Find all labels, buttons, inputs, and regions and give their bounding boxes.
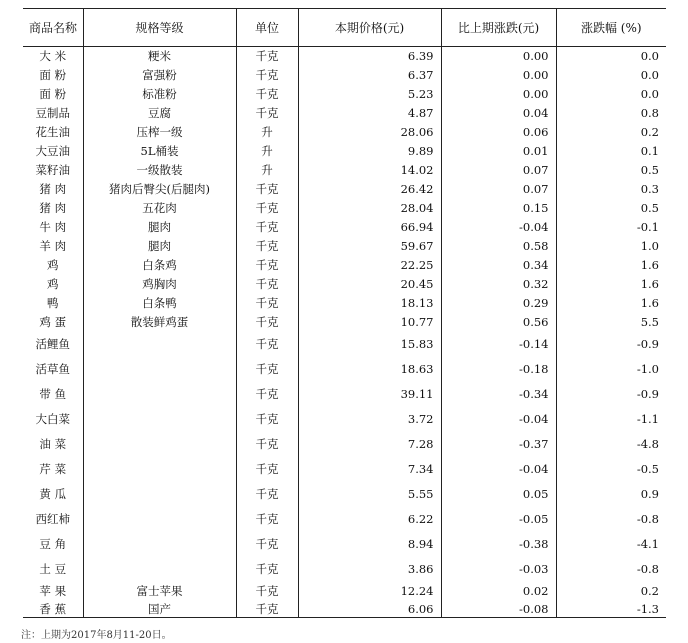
spec-grade: 粳米 [83,47,236,66]
table-row [23,482,666,507]
current-price: 6.37 [298,66,441,85]
commodity-name: 大白菜 [23,407,83,432]
commodity-name: 活草鱼 [23,357,83,382]
current-price: 6.22 [298,507,441,532]
change-percent: -1.3 [556,601,666,618]
spec-grade: 散装鲜鸡蛋 [83,313,236,332]
price-change: 0.15 [441,199,556,218]
spec-grade: 五花肉 [83,199,236,218]
current-price: 18.63 [298,357,441,382]
price-change: -0.04 [441,407,556,432]
current-price: 28.04 [298,199,441,218]
commodity-name: 菜籽油 [23,161,83,180]
unit: 千克 [236,507,298,532]
price-change: -0.18 [441,357,556,382]
unit: 千克 [236,382,298,407]
commodity-name: 牛 肉 [23,218,83,237]
unit: 千克 [236,432,298,457]
change-percent: 1.6 [640,296,659,310]
price-change: 0.02 [441,582,556,601]
change-percent: 0.3 [640,182,659,196]
commodity-name: 土 豆 [23,557,83,582]
table-row [23,382,666,407]
commodity-name: 鸡 [23,256,83,275]
commodity-name: 西红柿 [23,507,83,532]
spec-grade: 白条鸭 [83,294,236,313]
change-percent: -0.9 [636,337,659,351]
current-price: 12.24 [298,582,441,601]
price-change: 0.04 [441,104,556,123]
commodity-name: 羊 肉 [23,237,83,256]
spec-grade [83,407,236,432]
table-row [23,142,666,161]
header-change: 比上期涨跌(元) [441,9,556,47]
spec-grade: 鸡胸肉 [83,275,236,294]
current-price: 5.55 [298,482,441,507]
commodity-name: 猪 肉 [23,180,83,199]
change-percent: 5.5 [640,315,659,329]
commodity-name: 豆 角 [23,532,83,557]
commodity-name: 黄 瓜 [23,482,83,507]
price-change: -0.38 [441,532,556,557]
header-change-pct: 涨跌幅 (%) [556,9,666,47]
current-price: 59.67 [298,237,441,256]
current-price: 3.86 [298,557,441,582]
unit: 千克 [236,332,298,357]
table-row [23,601,666,618]
spec-grade: 白条鸡 [83,256,236,275]
unit: 千克 [236,601,298,618]
current-price: 8.94 [298,532,441,557]
unit: 千克 [236,294,298,313]
unit: 千克 [236,275,298,294]
table-row [23,256,666,275]
table-row [23,218,666,237]
change-percent: 0.0 [640,68,659,82]
table-row [23,294,666,313]
current-price: 9.89 [298,142,441,161]
commodity-name: 鸡 蛋 [23,313,83,332]
change-percent: -4.8 [636,437,659,451]
commodity-name: 香 蕉 [23,601,83,618]
price-change: -0.34 [441,382,556,407]
commodity-name: 活鲤鱼 [23,332,83,357]
unit: 千克 [236,66,298,85]
price-change: -0.04 [441,457,556,482]
commodity-name: 花生油 [23,123,83,142]
change-percent: -0.1 [636,220,659,234]
spec-grade [83,532,236,557]
spec-grade [83,507,236,532]
price-change: 0.05 [441,482,556,507]
change-percent: -1.0 [636,362,659,376]
table-row [23,85,666,104]
spec-grade: 富强粉 [83,66,236,85]
unit: 千克 [236,457,298,482]
table-row [23,275,666,294]
table-row [23,532,666,557]
table-row [23,557,666,582]
header-spec: 规格等级 [83,9,236,47]
unit: 千克 [236,256,298,275]
current-price: 5.23 [298,85,441,104]
spec-grade [83,482,236,507]
spec-grade: 压榨一级 [83,123,236,142]
spec-grade: 国产 [83,601,236,618]
price-change: 0.34 [441,256,556,275]
commodity-name: 油 菜 [23,432,83,457]
unit: 千克 [236,407,298,432]
price-change: 0.00 [441,66,556,85]
table-row [23,507,666,532]
commodity-name: 大豆油 [23,142,83,161]
unit: 升 [236,142,298,161]
price-change: 0.32 [441,275,556,294]
spec-grade: 腿肉 [83,218,236,237]
unit: 千克 [236,582,298,601]
table-row [23,313,666,332]
price-change: 0.01 [441,142,556,161]
price-change: -0.03 [441,557,556,582]
unit: 千克 [236,218,298,237]
commodity-name: 带 鱼 [23,382,83,407]
change-percent: 1.0 [640,239,659,253]
change-percent: 1.6 [640,277,659,291]
unit: 升 [236,161,298,180]
spec-grade: 豆腐 [83,104,236,123]
change-percent: 0.9 [640,487,659,501]
table-row [23,582,666,601]
unit: 千克 [236,47,298,66]
spec-grade: 一级散装 [83,161,236,180]
unit: 千克 [236,557,298,582]
table-row [23,180,666,199]
spec-grade [83,357,236,382]
unit: 千克 [236,482,298,507]
unit: 升 [236,123,298,142]
unit: 千克 [236,199,298,218]
change-percent: -0.5 [636,462,659,476]
current-price: 14.02 [298,161,441,180]
price-change: -0.05 [441,507,556,532]
change-percent: 0.2 [640,584,659,598]
spec-grade [83,332,236,357]
table-row [23,332,666,357]
commodity-name: 面 粉 [23,85,83,104]
current-price: 22.25 [298,256,441,275]
current-price: 28.06 [298,123,441,142]
spec-grade: 猪肉后臀尖(后腿肉) [83,180,236,199]
change-percent: -4.1 [636,537,659,551]
unit: 千克 [236,85,298,104]
current-price: 7.28 [298,432,441,457]
price-change: 0.00 [441,85,556,104]
table-row [23,66,666,85]
spec-grade [83,557,236,582]
current-price: 3.72 [298,407,441,432]
current-price: 10.77 [298,313,441,332]
change-percent: 0.2 [640,125,659,139]
current-price: 20.45 [298,275,441,294]
change-percent: -0.9 [636,387,659,401]
table-row [23,357,666,382]
price-change: 0.56 [441,313,556,332]
table-row [23,199,666,218]
change-percent: 0.8 [640,106,659,120]
header-row [23,9,666,47]
spec-grade [83,382,236,407]
price-change: 0.06 [441,123,556,142]
price-change: 0.07 [441,161,556,180]
table-body [23,47,666,618]
price-change: -0.37 [441,432,556,457]
current-price: 7.34 [298,457,441,482]
commodity-name: 猪 肉 [23,199,83,218]
current-price: 6.06 [298,601,441,618]
commodity-name: 面 粉 [23,66,83,85]
change-percent: 0.0 [640,87,659,101]
footnote: 注：上期为2017年8月11-20日。 [21,630,172,641]
spec-grade [83,432,236,457]
unit: 千克 [236,104,298,123]
price-change: -0.14 [441,332,556,357]
spec-grade: 富士苹果 [83,582,236,601]
header-commodity: 商品名称 [23,9,83,47]
commodity-name: 芹 菜 [23,457,83,482]
change-percent: -1.1 [636,412,659,426]
current-price: 66.94 [298,218,441,237]
price-change: 0.00 [441,47,556,66]
price-change: 0.07 [441,180,556,199]
table-row [23,237,666,256]
current-price: 6.39 [298,47,441,66]
commodity-name: 鸡 [23,275,83,294]
table-row [23,432,666,457]
spec-grade: 5L桶装 [83,142,236,161]
price-change: -0.08 [441,601,556,618]
table-row [23,47,666,66]
current-price: 15.83 [298,332,441,357]
table-row [23,161,666,180]
table-row [23,457,666,482]
commodity-name: 大 米 [23,47,83,66]
change-percent: 0.1 [640,144,659,158]
change-percent: 0.5 [640,201,659,215]
price-change: 0.29 [441,294,556,313]
spec-grade [83,457,236,482]
change-percent: 0.5 [640,163,659,177]
unit: 千克 [236,237,298,256]
current-price: 18.13 [298,294,441,313]
change-percent: 0.0 [640,49,659,64]
change-percent: 1.6 [640,258,659,272]
unit: 千克 [236,313,298,332]
current-price: 39.11 [298,382,441,407]
header-price: 本期价格(元) [298,9,441,47]
change-percent: -0.8 [636,512,659,526]
current-price: 4.87 [298,104,441,123]
price-change: -0.04 [441,218,556,237]
table-row [23,123,666,142]
commodity-name: 豆制品 [23,104,83,123]
header-unit: 单位 [236,9,298,47]
commodity-name: 鸭 [23,294,83,313]
table-row [23,407,666,432]
spec-grade: 标准粉 [83,85,236,104]
price-change: 0.58 [441,237,556,256]
change-percent: -0.8 [636,562,659,576]
commodity-name: 苹 果 [23,582,83,601]
current-price: 26.42 [298,180,441,199]
spec-grade: 腿肉 [83,237,236,256]
unit: 千克 [236,180,298,199]
unit: 千克 [236,532,298,557]
price-table [23,8,666,618]
table-row [23,104,666,123]
unit: 千克 [236,357,298,382]
